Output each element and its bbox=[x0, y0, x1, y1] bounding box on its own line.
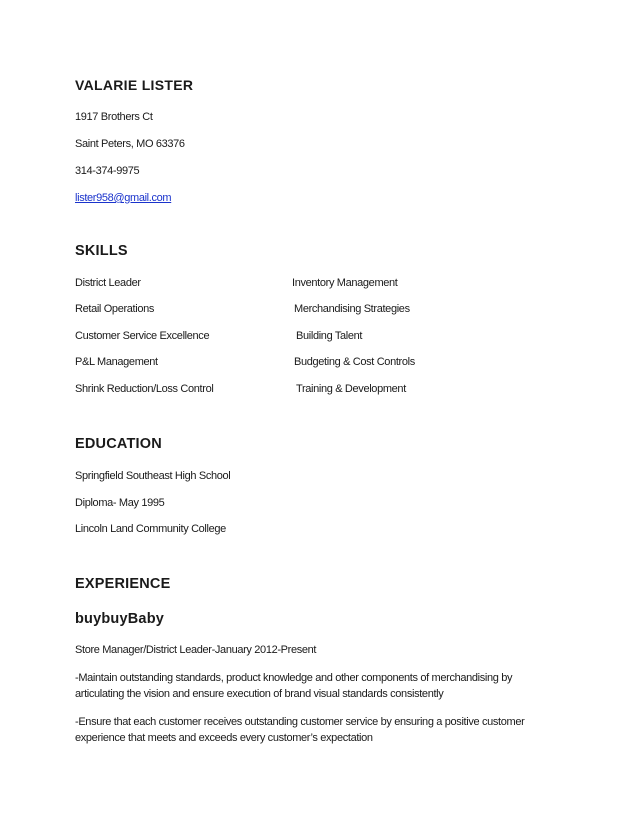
skill-item: Inventory Management bbox=[292, 277, 398, 289]
skills-heading: SKILLS bbox=[75, 243, 128, 259]
skill-item: Shrink Reduction/Loss Control bbox=[75, 383, 214, 395]
phone-number: 314-374-9975 bbox=[75, 165, 140, 177]
skill-item: Retail Operations bbox=[75, 303, 155, 315]
email-link[interactable]: lister958@gmail.com bbox=[75, 192, 172, 204]
skill-item: Customer Service Excellence bbox=[75, 330, 210, 342]
skill-item: District Leader bbox=[75, 277, 141, 289]
education-line: Springfield Southeast High School bbox=[75, 470, 231, 482]
street-address: 1917 Brothers Ct bbox=[75, 111, 153, 123]
experience-bullet: -Ensure that each customer receives outstanding customer service by ensuring a positive customer experience that meets and exceeds every customer’s expectation bbox=[75, 716, 525, 744]
skill-item: P&L Management bbox=[75, 356, 158, 368]
education-line: Lincoln Land Community College bbox=[75, 523, 226, 535]
job-title: Store Manager/District Leader-January 2012-Present bbox=[75, 644, 317, 656]
company-name: buybuyBaby bbox=[75, 611, 165, 627]
candidate-name: VALARIE LISTER bbox=[75, 77, 194, 93]
experience-heading: EXPERIENCE bbox=[75, 576, 171, 592]
education-line: Diploma- May 1995 bbox=[75, 497, 165, 509]
education-heading: EDUCATION bbox=[75, 436, 162, 452]
city-state-zip: Saint Peters, MO 63376 bbox=[75, 138, 185, 150]
skill-item: Budgeting & Cost Controls bbox=[294, 356, 415, 368]
skill-item: Building Talent bbox=[296, 330, 363, 342]
skill-item: Training & Development bbox=[296, 383, 406, 395]
skill-item: Merchandising Strategies bbox=[294, 303, 410, 315]
experience-bullet: -Maintain outstanding standards, product knowledge and other components of merchandising by articulating the vision and ensure execution of brand visual standards consistently bbox=[75, 672, 513, 700]
